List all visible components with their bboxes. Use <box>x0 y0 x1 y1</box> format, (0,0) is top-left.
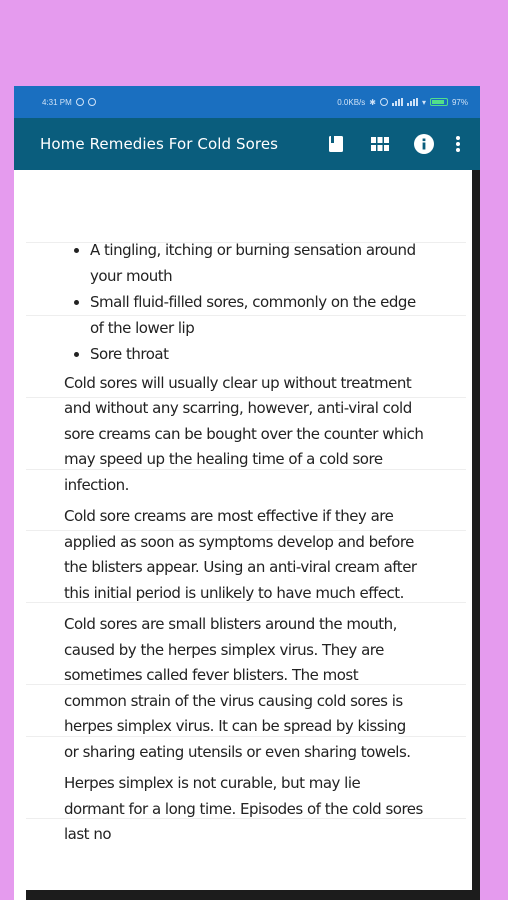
scroll-edge <box>472 170 480 900</box>
notification-icon <box>76 98 84 106</box>
status-left <box>42 98 96 107</box>
info-button[interactable] <box>402 118 446 170</box>
signal-icon <box>392 98 403 106</box>
app-bar <box>14 118 480 170</box>
app-title: Home Remedies For Cold Sores <box>40 135 279 153</box>
battery-level: 97% <box>451 97 468 107</box>
bluetooth-icon: ✱ <box>369 97 376 107</box>
more-vert-icon <box>456 136 460 152</box>
book-button[interactable] <box>314 118 358 170</box>
list-item: • Small fluid-filled sores, commonly on the edge of the lower lip <box>90 290 424 341</box>
wifi-icon: ▾ <box>421 97 426 107</box>
battery-icon <box>430 98 448 106</box>
network-speed: 0.0KB/s <box>337 97 366 107</box>
app-bar-actions <box>314 118 470 170</box>
paragraph: Cold sores will usually clear up without treatment and without any scarring, however, anti-viral cold sore creams can be bought over the counter which may speed up the healing time of a cold sore infection. <box>64 373 424 494</box>
paragraph: Herpes simplex is not curable, but may lie dormant for a long time. Episodes of the cold sores last no <box>64 774 423 843</box>
paragraph: Cold sores are small blisters around the mouth, caused by the herpes simplex virus. They are sometimes called fever blisters. The most common strain of the virus causing cold sores is herpes simplex virus. It can be spread by kissing or sharing eating utensils or even sharing towels. <box>64 615 411 761</box>
list-item: • A tingling, itching or burning sensation around your mouth <box>90 238 424 289</box>
grid-icon <box>371 137 389 151</box>
info-icon <box>414 134 434 154</box>
article-text <box>64 238 424 854</box>
book-icon <box>328 135 344 153</box>
status-time: 4:31 PM <box>42 97 72 107</box>
status-right <box>337 98 468 107</box>
phone-screen <box>14 86 480 900</box>
signal-icon <box>407 98 418 106</box>
grid-button[interactable] <box>358 118 402 170</box>
notification-icon <box>88 98 96 106</box>
alarm-icon <box>380 98 388 106</box>
status-bar <box>14 86 480 118</box>
paragraph: Cold sore creams are most effective if they are applied as soon as symptoms develop and before the blisters appear. Using an anti-viral cream after this initial period is unlikely to have much effect. <box>64 507 417 602</box>
list-item: • Sore throat <box>90 342 424 368</box>
symptom-list <box>64 238 424 368</box>
more-options-button[interactable] <box>446 118 470 170</box>
article-content[interactable] <box>14 170 472 900</box>
bottom-bar <box>26 890 472 900</box>
